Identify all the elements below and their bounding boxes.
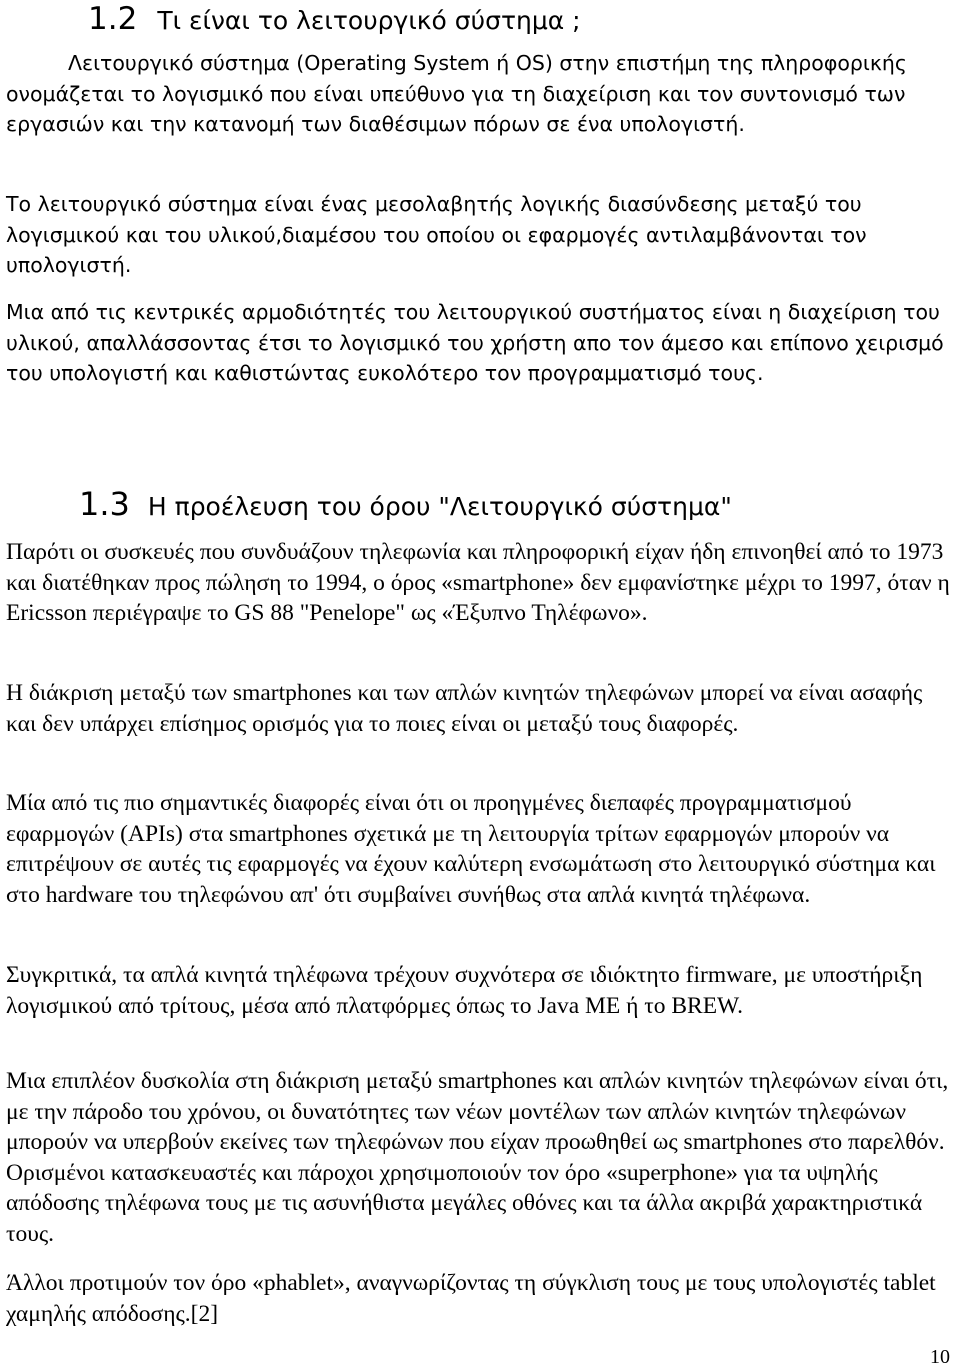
- paragraph-feature-phones: Συγκριτικά, τα απλά κινητά τηλέφωνα τρέχουν συχνότερα σε ιδιόκτητο firmware, με υποστήριξη λογισμικού από τρίτους, μέσα από πλατφόρμες όπως το Java ME ή το BREW.: [6, 962, 923, 1019]
- section-title: Η προέλευση του όρου "Λειτουργικό σύστημα": [147, 492, 732, 521]
- section-number: 1.3: [79, 485, 130, 523]
- paragraph-superphone: Μια επιπλέον δυσκολία στη διάκριση μεταξύ smartphones και απλών κινητών τηλεφώνων είναι ότι, με την πάροδο του χρόνου, οι δυνατότητες των νέων μοντέλων των απλών κινητών τηλεφώνων μπορούν να υπερβούν εκείνες των τηλεφώνων που είχαν προωθηθεί ως smartphones στο παρελθόν. Ορισμένοι κατασκευαστές και πάροχοι χρησιμοποιούν τον όρο «superphone» για τα υψηλής απόδοσης τηλέφωνα τους με τις ασυνήθιστα μεγάλες οθόνες και τα άλλα ακριβά χαρακτηριστικά τους.: [6, 1068, 949, 1247]
- section-title: Τι είναι το λειτουργικό σύστημα ;: [157, 6, 581, 35]
- paragraph-api-differences: Μία από τις πιο σημαντικές διαφορές είναι ότι οι προηγμένες διεπαφές προγραμματισμού εφαρμογών (APIs) στα smartphones σχετικά με τη λειτουργία τρίτων εφαρμογών μπορούν να επιτρέψουν σε αυτές τις εφαρμογές να έχουν καλύτερη ενσωμάτωση στο λειτουργικό σύστημα και στο hardware του τηλεφώνου απ' ότι συμβαίνει συνήθως στα απλά κινητά τηλέφωνα.: [6, 790, 936, 908]
- paragraph-distinction: Η διάκριση μεταξύ των smartphones και των απλών κινητών τηλεφώνων μπορεί να είναι ασαφής και δεν υπάρχει επίσημος ορισμός για το ποιες είναι οι μεταξύ τους διαφορές.: [6, 680, 923, 737]
- section-heading-1-3: [79, 486, 732, 525]
- paragraph-smartphone-origin: Παρότι οι συσκευές που συνδυάζουν τηλεφωνία και πληροφορική είχαν ήδη επινοηθεί από το 1973 και διατέθηκαν προς πώληση το 1994, ο όρος «smartphone» δεν εμφανίστηκε μέχρι το 1997, όταν η Ericsson περιέγραψε το GS 88 "Penelope" ως «Έξυπνο Τηλέφωνο».: [6, 539, 950, 626]
- section-heading-1-2: [88, 2, 581, 38]
- paragraph-os-definition: Λειτουργικό σύστημα (Operating System ή OS) στην επιστήμη της πληροφορικής ονομάζεται το λογισμικό που είναι υπεύθυνο για τη διαχείριση και τον συντονισμό των εργασιών και την κατανομή των διαθέσιμων πόρων σε ένα υπολογιστή.: [6, 51, 907, 136]
- paragraph-os-responsibilities: Μια από τις κεντρικές αρμοδιότητές του λειτουργικού συστήματος είναι η διαχείριση του υλικού, απαλλάσσοντας έτσι το λογισμικό του χρήστη απο τον άμεσο και επίπονο χειρισμό του υπολογιστή και καθιστώντας ευκολότερο τον προγραμματισμό τους.: [6, 300, 944, 385]
- section-number: 1.2: [88, 1, 138, 37]
- page-number: 10: [930, 1346, 950, 1368]
- paragraph-phablet: Άλλοι προτιμούν τον όρο «phablet», αναγνωρίζοντας τη σύγκλιση τους με τους υπολογιστές tablet χαμηλής απόδοσης.[2]: [6, 1270, 936, 1327]
- paragraph-os-mediator: Το λειτουργικό σύστημα είναι ένας μεσολαβητής λογικής διασύνδεσης μεταξύ του λογισμικού και του υλικού,διαμέσου του οποίου οι εφαρμογές αντιλαμβάνονται τον υπολογιστή.: [6, 192, 867, 277]
